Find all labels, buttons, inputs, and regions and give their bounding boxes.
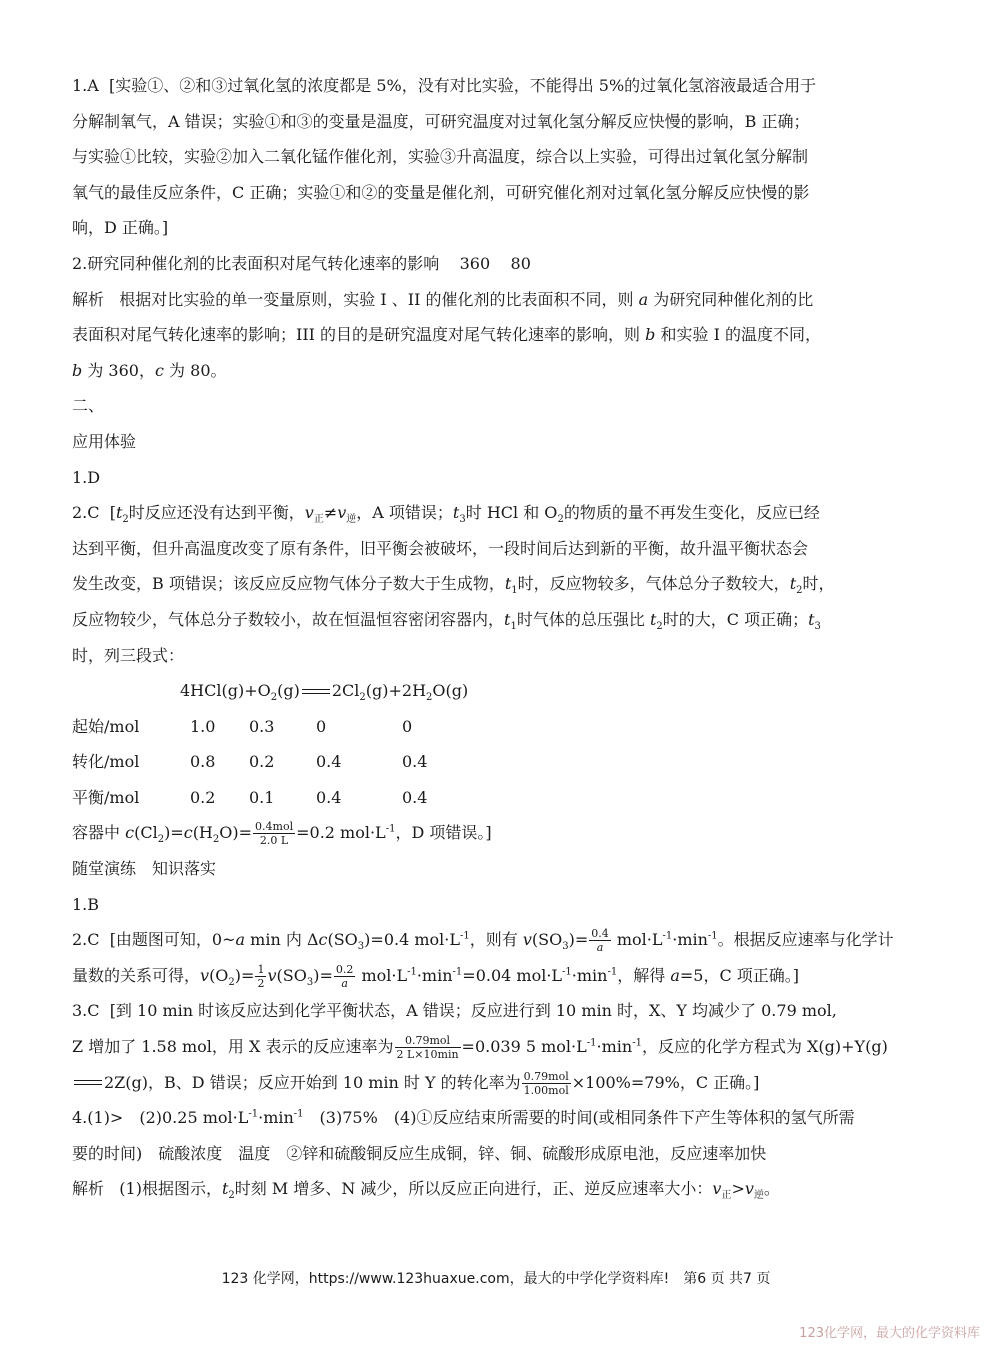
- superscript: -1: [662, 930, 673, 942]
- text-line: 达到平衡，但升高温度改变了原有条件，旧平衡会被破坏，一段时间后达到新的平衡，故升温平衡状态会: [72, 538, 809, 558]
- table-row: [72, 744, 932, 780]
- superscript: -1: [632, 1037, 642, 1049]
- subscript: 2: [270, 692, 278, 704]
- text-run: ，D 项错误。]: [395, 823, 492, 843]
- text-run: 时反应还没有达到平衡，: [128, 503, 305, 523]
- text-run: )=0.4 mol·L: [364, 930, 460, 950]
- answer-value: 80: [510, 253, 531, 273]
- table-cell: 0.4: [402, 752, 428, 772]
- fraction: [522, 1070, 571, 1097]
- analysis-label: 解析: [72, 1179, 105, 1199]
- text-run: (SO: [531, 930, 563, 950]
- text-run: 时刻 M 增多、N 减少，所以反应正向进行，正、逆反应速率大小：: [234, 1179, 713, 1199]
- page-footer: 123 化学网，https://www.123huaxue.com，最大的中学化学资料库! 第6 页 共7 页: [221, 1271, 771, 1287]
- answer-4: [72, 1100, 932, 1207]
- superscript: -1: [562, 966, 572, 978]
- text-run: [到 10 min 时该反应达到化学平衡状态，A 错误；反应进行到 10 min 时，X、Y 均减少了 0.79 mol,: [109, 1001, 837, 1021]
- answer-value: 360: [459, 253, 491, 273]
- answer-2c: [72, 495, 932, 673]
- answer-number: 2.研究同种催化剂的比表面积对尾气转化速率的影响: [72, 253, 440, 273]
- text-run: =0.2 mol·L: [296, 823, 386, 843]
- text-run: 2Z(g)，B、D 错误；反应开始到 10 min 时 Y 的转化率为: [104, 1072, 521, 1092]
- text-line: 要的时间) 硫酸浓度 温度 ②锌和硫酸铜反应生成铜，锌、铜、硫酸形成原电池，反应速率加快: [72, 1143, 767, 1163]
- variable: v: [337, 503, 347, 523]
- superscript: -1: [385, 824, 396, 836]
- subscript: 逆: [346, 514, 357, 526]
- text-line: 时，列三段式：: [72, 645, 185, 665]
- table-cell: 0.2: [190, 787, 216, 807]
- text-run: ×100%=79%，C 正确。]: [571, 1072, 760, 1092]
- section-title: [72, 851, 932, 887]
- answer-number: 3.C: [72, 1001, 100, 1021]
- text-run: 容器中: [72, 823, 121, 843]
- table-row: [72, 709, 932, 745]
- variable: v: [744, 1179, 754, 1199]
- text-run: 为 360，: [87, 360, 155, 380]
- variable: t: [115, 503, 123, 523]
- equation-part: 2Cl: [331, 681, 360, 701]
- text-run: )=: [164, 823, 184, 843]
- denominator: 1.00mol: [523, 1083, 569, 1097]
- text-run: ·min: [672, 930, 708, 950]
- superscript: -1: [707, 930, 718, 942]
- text-run: 4.(1)> (2)0.25 mol·L: [72, 1108, 249, 1128]
- text-run: (SO: [276, 965, 307, 985]
- variable: t: [789, 574, 797, 594]
- subscript: 3: [814, 621, 821, 633]
- text-run: mol·L: [616, 930, 663, 950]
- symbol: ≠: [323, 503, 338, 523]
- subscript: 逆: [753, 1190, 764, 1202]
- fraction: [589, 927, 611, 954]
- text-run: ，反应的化学方程式为 X(g)+Y(g): [641, 1037, 888, 1057]
- text-run: ，解得: [617, 965, 666, 985]
- text-run: (Cl: [134, 823, 158, 843]
- answer-3c: [72, 993, 932, 1100]
- table-cell: 0: [316, 716, 327, 736]
- text-run: 时气体的总压强比: [516, 609, 645, 629]
- denominator: 2.0 L: [259, 834, 289, 848]
- section-title: [72, 424, 932, 460]
- superscript: -1: [586, 1037, 597, 1049]
- text-run: ，则有: [469, 930, 518, 950]
- text-run: ·min: [571, 965, 608, 985]
- text-run: (O: [209, 965, 229, 985]
- text-run: )=: [234, 965, 255, 985]
- fraction: [255, 963, 266, 990]
- variable: t: [452, 503, 460, 523]
- text-run: (3)75% (4)①反应结束所需要的时间(或相同条件下产生等体积的氢气所需: [303, 1108, 855, 1128]
- answer-number: 1.D: [72, 467, 101, 487]
- watermark: 123化学网，最大的化学资料库: [799, 1326, 980, 1341]
- text-run: )=: [313, 965, 333, 985]
- variable: t: [649, 609, 657, 629]
- subscript: 3: [459, 514, 466, 526]
- subscript: 2: [426, 692, 433, 704]
- subscript: 2: [228, 1190, 235, 1202]
- reversible-arrow-icon: [74, 1078, 102, 1088]
- analysis-label: 解析: [72, 289, 105, 309]
- text-line: 氧气的最佳反应条件，C 正确；实验①和②的变量是催化剂，可研究催化剂对过氧化氢分解反应快慢的影: [72, 182, 810, 202]
- text-run: 反应物较少，气体总分子数较小，故在恒温恒容密闭容器内，: [72, 609, 505, 629]
- fraction: [334, 963, 356, 990]
- text-run: 根据对比实验的单一变量原则，实验 I 、II 的催化剂的比表面积不同，则: [119, 289, 634, 309]
- text-run: 时 HCl 和 O: [465, 503, 558, 523]
- table-cell: 0.4: [316, 752, 342, 772]
- equation-part: (g): [277, 681, 300, 701]
- subscript: 3: [306, 977, 314, 989]
- answer-number: 1.B: [72, 894, 100, 914]
- answer-number: 1.A: [72, 76, 99, 95]
- subscript: 2: [557, 514, 564, 526]
- text-run: =0.04 mol·L: [462, 965, 563, 985]
- text-run: ·min: [258, 1108, 294, 1128]
- subscript: 2: [157, 834, 165, 846]
- variable: b: [645, 325, 656, 345]
- variable: c: [318, 930, 328, 950]
- table-cell: 0.8: [190, 752, 216, 772]
- text-run: ·min: [416, 965, 453, 985]
- section-number: 二、: [72, 396, 105, 416]
- variable: a: [670, 965, 680, 985]
- variable: c: [183, 823, 193, 843]
- variable: t: [504, 609, 511, 629]
- variable: c: [125, 823, 135, 843]
- reversible-arrow-icon: [302, 687, 330, 697]
- row-label: 转化/mol: [72, 752, 140, 772]
- variable: a: [235, 930, 246, 950]
- subscript: 3: [357, 941, 365, 953]
- superscript: -1: [407, 966, 417, 978]
- variable: t: [808, 609, 815, 629]
- table-row: [72, 780, 932, 816]
- numerator: 0.79mol: [395, 1034, 461, 1048]
- subscript: 2: [656, 621, 663, 633]
- numerator: 0.2: [335, 962, 354, 976]
- subscript: 3: [562, 941, 569, 953]
- variable: v: [304, 503, 314, 523]
- answer-line: [72, 460, 932, 496]
- table-cell: 0.3: [249, 716, 275, 736]
- text-run: 量数的关系可得，: [72, 965, 201, 985]
- section-heading: [72, 388, 932, 424]
- table-cell: 0: [402, 716, 413, 736]
- answer-line: [72, 887, 932, 923]
- text-run: min 内 Δ: [250, 930, 319, 950]
- subscript: 2: [359, 692, 366, 704]
- variable: v: [712, 1179, 722, 1199]
- text-line: 与实验①比较，实验②加入二氧化锰作催化剂，实验③升高温度，综合以上实验，可得出过氧化氢分解制: [72, 147, 809, 167]
- section-title-text: 随堂演练 知识落实: [72, 859, 217, 879]
- text-run: 的物质的量不再发生变化，反应已经: [563, 503, 820, 523]
- numerator: 1: [257, 962, 265, 976]
- table-cell: 0.4: [402, 787, 428, 807]
- answer-1: [72, 68, 932, 246]
- text-run: 时的大，C 项正确；: [662, 609, 809, 629]
- variable: b: [72, 360, 83, 380]
- subscript: 1: [511, 585, 518, 597]
- subscript: 1: [510, 621, 517, 633]
- fraction: [395, 1034, 461, 1061]
- concentration-line: [72, 815, 932, 851]
- text-run: 时，: [802, 574, 835, 594]
- section-title-text: 应用体验: [72, 431, 137, 451]
- three-stage-table: [72, 709, 932, 816]
- superscript: -1: [452, 966, 463, 978]
- subscript: 2: [796, 585, 803, 597]
- denominator: 2: [257, 976, 265, 990]
- answer-number: 2.C: [72, 930, 100, 950]
- text-run: )=: [568, 930, 589, 950]
- subscript: 2: [122, 514, 129, 526]
- text-run: ·min: [596, 1037, 633, 1057]
- denominator: a: [596, 941, 604, 955]
- answer-number: 2.C: [72, 503, 100, 523]
- numerator: 0.4mol: [255, 820, 294, 834]
- text-run: O)=: [219, 823, 253, 843]
- answer-content: [72, 68, 932, 1207]
- subscript: 2: [228, 977, 235, 989]
- answer-2c-practice: [72, 922, 932, 993]
- subscript: 2: [212, 834, 220, 846]
- symbol: >: [731, 1179, 745, 1199]
- text-run: [由题图可知，0~: [109, 930, 236, 950]
- denominator: a: [341, 976, 348, 990]
- superscript: -1: [248, 1108, 259, 1120]
- fraction: [253, 820, 295, 847]
- table-cell: 1.0: [190, 716, 216, 736]
- variable: t: [504, 574, 512, 594]
- equation-part: 4HCl(g)+O: [180, 681, 271, 701]
- text-run: 时，反应物较多，气体总分子数较大，: [517, 574, 790, 594]
- text-run: (1)根据图示，: [119, 1179, 222, 1199]
- text-run: =5，C 项正确。]: [679, 965, 800, 985]
- table-cell: 0.1: [249, 787, 275, 807]
- superscript: -1: [459, 930, 470, 942]
- numerator: 0.4: [591, 927, 609, 941]
- text-run: 表面积对尾气转化速率的影响；III 的目的是研究温度对尾气转化速率的影响，则: [72, 325, 641, 345]
- table-cell: 0.2: [249, 752, 275, 772]
- text-run: (SO: [327, 930, 358, 950]
- text-line: [实验①、②和③过氧化氢的浓度都是 5%，没有对比实验，不能得出 5%的过氧化氢溶液最适合用于: [109, 76, 817, 95]
- subscript: 正: [721, 1190, 732, 1202]
- table-cell: 0.4: [316, 787, 342, 807]
- variable: v: [522, 930, 532, 950]
- text-run: 发生改变，B 项错误；该反应反应物气体分子数大于生成物，: [72, 574, 505, 594]
- variable: c: [154, 360, 164, 380]
- variable: v: [200, 965, 210, 985]
- text-run: (H: [192, 823, 213, 843]
- equation-part: O(g): [432, 681, 469, 701]
- variable: v: [267, 965, 277, 985]
- numerator: 0.79mol: [523, 1069, 569, 1083]
- text-line: 响，D 正确。]: [72, 218, 169, 238]
- subscript: 正: [313, 514, 324, 526]
- superscript: -1: [607, 966, 618, 978]
- text-run: 。根据反应速率与化学计: [717, 930, 894, 950]
- text-run: Z 增加了 1.58 mol，用 X 表示的反应速率为: [72, 1037, 394, 1057]
- answer-2: [72, 246, 932, 388]
- text-run: 为 80。: [169, 360, 227, 380]
- text-run: 为研究同种催化剂的比: [653, 289, 814, 309]
- text-run: ，A 项错误；: [356, 503, 453, 523]
- text-run: [: [109, 503, 116, 523]
- variable: a: [638, 289, 649, 309]
- superscript: -1: [293, 1108, 304, 1120]
- equation-part: (g)+2H: [365, 681, 427, 701]
- row-label: 平衡/mol: [72, 787, 140, 807]
- text-line: 分解制氧气，A 错误；实验①和③的变量是温度，可研究温度对过氧化氢分解反应快慢的影响，B 正确；: [72, 111, 810, 131]
- variable: t: [221, 1179, 229, 1199]
- text-run: mol·L: [361, 965, 408, 985]
- text-run: 和实验 I 的温度不同，: [660, 325, 821, 345]
- denominator: 2 L×10min: [396, 1048, 459, 1062]
- chemical-equation: [72, 673, 932, 709]
- text-run: =0.039 5 mol·L: [461, 1037, 587, 1057]
- row-label: 起始/mol: [72, 716, 140, 736]
- text-run: 。: [763, 1179, 780, 1199]
